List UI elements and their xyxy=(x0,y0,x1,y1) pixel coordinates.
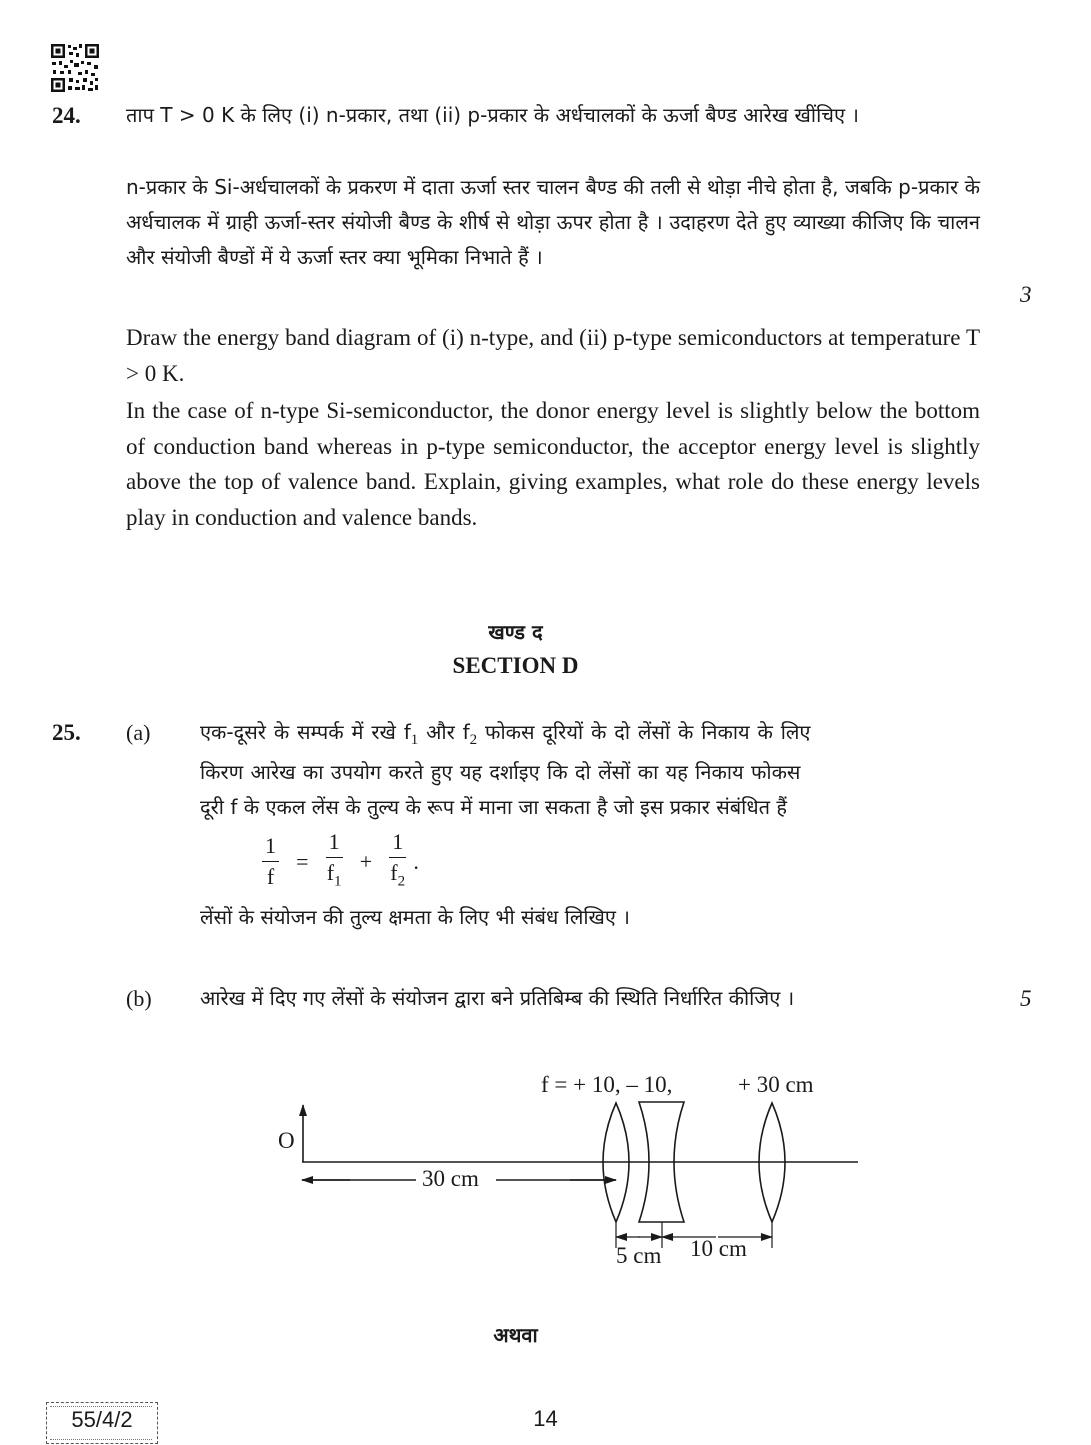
focal-length-label-3: + 30 cm xyxy=(738,1072,814,1097)
f1-base: f xyxy=(326,860,335,885)
q25-marks: 5 xyxy=(1020,986,1032,1011)
section-title-english: SECTION D xyxy=(452,653,579,678)
question-number-25: 25. xyxy=(52,720,81,745)
f2-subscript: 2 xyxy=(469,732,478,748)
f2-sub: 2 xyxy=(397,873,406,890)
q25a-line-1-mid: और f xyxy=(418,720,470,744)
frac-numerator: 1 xyxy=(389,830,406,858)
q25a-line-4: लेंसों के संयोजन की तुल्य क्षमता के लिए भी संबंध लिखिए । xyxy=(200,905,630,929)
q25a-line-3: दूरी f के एकल लेंस के तुल्य के रूप में माना जा सकता है जो इस प्रकार संबंधित हैं xyxy=(200,795,788,819)
or-divider: अथवा xyxy=(493,1323,538,1347)
gap-2-label: 10 cm xyxy=(690,1236,747,1261)
frac-numerator: 1 xyxy=(326,830,343,858)
frac-denominator: f xyxy=(266,864,275,890)
q25-part-b-label: (b) xyxy=(126,986,152,1011)
q25b-question: आरेख में दिए गए लेंसों के संयोजन द्वारा बने प्रतिबिम्ब की स्थिति निर्धारित कीजिए । xyxy=(200,986,795,1010)
focal-length-label: f = + 10, – 10, xyxy=(541,1072,673,1097)
distance-object-label: 30 cm xyxy=(422,1166,479,1191)
q24-hindi-question: n-प्रकार के Si-अर्धचालकों के प्रकरण में दाता ऊर्जा स्तर चालन बैण्ड की तली से थोड़ा नीचे होता है, जबकि p-प्रकार के अर्धचालक में ग्राही ऊर्जा-स्तर संयोजी बैण्ड के शीर्ष से थोड़ा ऊपर होता है । उदाहरण देते हुए व्याख्या कीजिए कि चालन और संयोजी बैण्डों में ये ऊर्जा स्तर क्या भूमिका निभाते हैं । xyxy=(126,175,980,269)
q24-english-instruction: Draw the energy band diagram of (i) n-type, and (ii) p-type semiconductors at temperature T > 0 K. xyxy=(126,325,980,386)
f1-subscript: 1 xyxy=(410,732,419,748)
q25a-line-1-pre: एक-दूसरे के सम्पर्क में रखे f xyxy=(200,720,411,744)
f2-base: f xyxy=(390,860,398,885)
q24-marks: 3 xyxy=(1020,282,1032,307)
q25a-line-1-post: फोकस दूरियों के दो लेंसों के निकाय के लिए xyxy=(477,720,811,744)
equals-sign: = xyxy=(296,848,309,874)
q25-part-a-label: (a) xyxy=(126,720,151,745)
object-label: O xyxy=(278,1128,295,1153)
q24-english-question: In the case of n-type Si-semiconductor, the donor energy level is slightly below the bottom of conduction band whereas in p-type semiconductor, the acceptor energy level is slightly above the top of valence band. Explain, giving examples, what role do these energy levels play in conduction and valence bands. xyxy=(126,398,980,530)
f1-sub: 1 xyxy=(334,873,342,890)
paper-code: 55/4/2 xyxy=(71,1407,133,1432)
q24-hindi-instruction: ताप T > 0 K के लिए (i) n-प्रकार, तथा (ii) p-प्रकार के अर्धचालकों के ऊर्जा बैण्ड आरेख खींचिए । xyxy=(126,103,859,127)
q25a-line-2: किरण आरेख का उपयोग करते हुए यह दर्शाइए कि दो लेंसों का यह निकाय फोकस xyxy=(200,760,801,784)
question-number-24: 24. xyxy=(52,103,81,128)
plus-sign: + xyxy=(359,848,373,874)
gap-1-label: 5 cm xyxy=(616,1243,662,1268)
page-number: 14 xyxy=(533,1406,558,1431)
frac-numerator: 1 xyxy=(262,834,279,862)
formula-period: . xyxy=(413,848,419,874)
section-title-hindi: खण्ड द xyxy=(488,620,543,644)
